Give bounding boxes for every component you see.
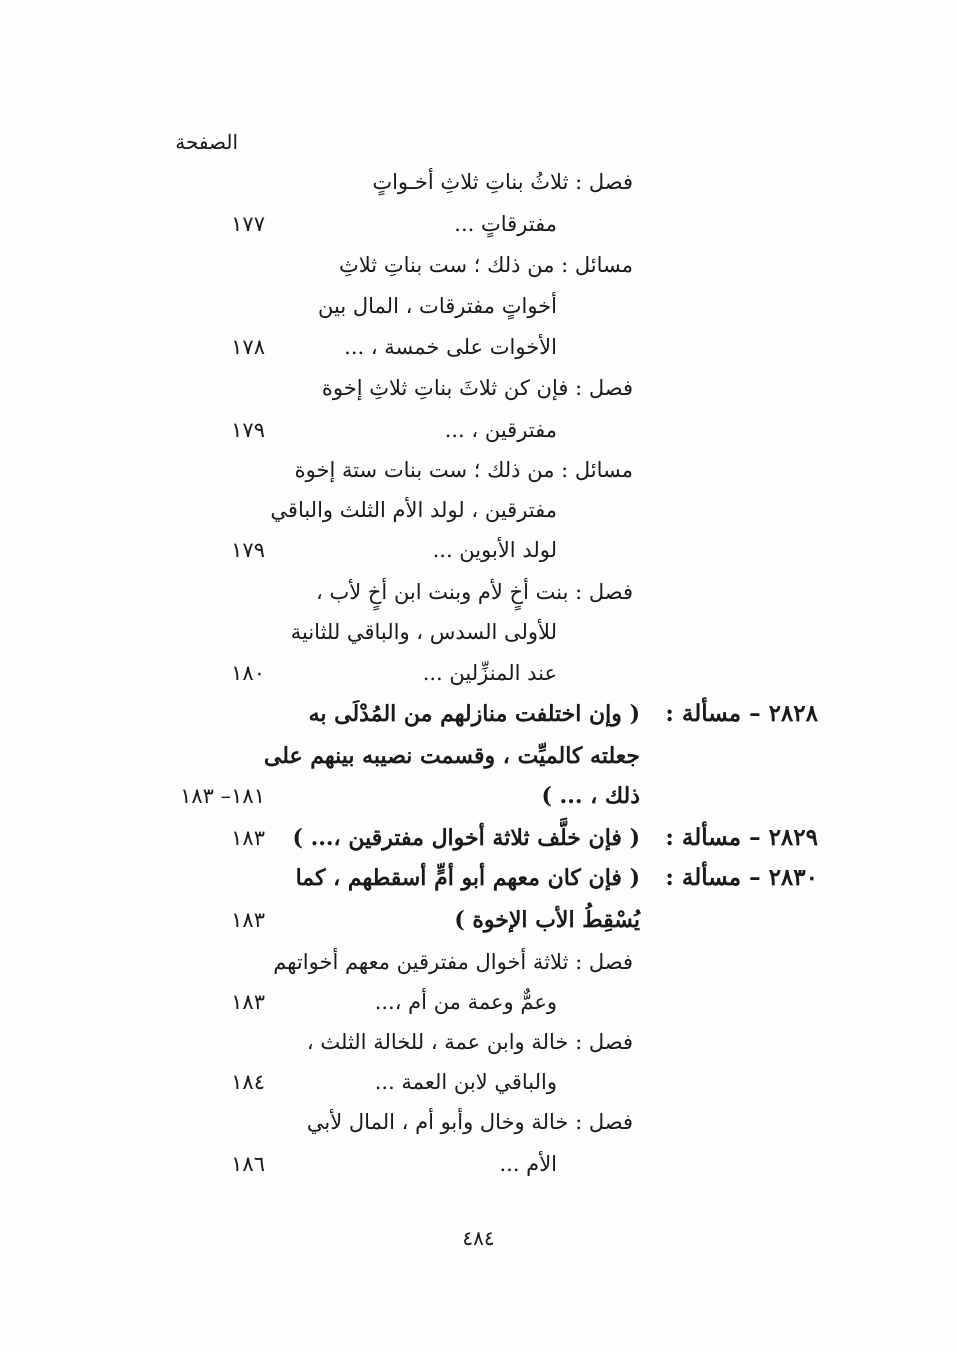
page-reference: ١٨٤ <box>231 1070 265 1094</box>
toc-line <box>150 530 830 570</box>
entry-continuation: وعمٌّ وعمة من أم ،... <box>374 990 557 1014</box>
page-reference: ١٧٩ <box>231 418 265 442</box>
toc-line <box>150 858 830 898</box>
toc-line <box>150 1102 830 1142</box>
toc-line <box>150 653 830 693</box>
entry-title: فصل : بنت أخٍ لأم وبنت ابن أخٍ لأب ، <box>316 580 633 604</box>
entry-continuation: للأولى السدس ، والباقي للثانية <box>290 620 557 644</box>
entry-title: ( فإن كان معهم أبو أمٍّ أسقطهم ، كما <box>295 865 640 891</box>
page-reference: ١٧٧ <box>231 212 265 236</box>
entry-title: ( فإن خلَّف ثلاثة أخوال مفترقين ،... ) <box>292 825 640 851</box>
page-reference: ١٨٣ <box>231 908 265 932</box>
toc-line <box>150 368 830 408</box>
entry-title: مسائل : من ذلك ؛ ست بناتِ ثلاثِ <box>339 253 633 277</box>
toc-line <box>150 572 830 612</box>
page-reference: ١٧٩ <box>231 538 265 562</box>
entry-title: فصل : ثلاثُ بناتِ ثلاثِ أخـواتٍ <box>372 170 633 194</box>
toc-line <box>150 450 830 490</box>
page-reference: ١٧٨ <box>231 335 265 359</box>
toc-line <box>150 286 830 326</box>
entry-continuation: مفترقين ، لولد الأم الثلث والباقي <box>270 498 557 522</box>
toc-line <box>150 694 830 734</box>
entry-continuation: يُسْقِطُ الأب الإخوة ) <box>454 907 640 933</box>
entry-continuation: جعلته كالميِّت ، وقسمت نصيبه بينهم على <box>263 743 640 769</box>
entry-continuation: الأخوات على خمسة ، ... <box>344 335 557 359</box>
toc-line <box>150 736 830 776</box>
page-reference: ١٨٣ <box>231 990 265 1014</box>
entry-title: مسائل : من ذلك ؛ ست بنات ستة إخوة <box>294 458 633 482</box>
entry-title: فصل : خالة وابن عمة ، للخالة الثلث ، <box>306 1030 633 1054</box>
toc-line <box>150 982 830 1022</box>
entry-continuation: عند المنزِّلين ... <box>422 661 557 685</box>
toc-line <box>150 204 830 244</box>
toc-line <box>150 245 830 285</box>
entry-continuation: مفترقاتٍ ... <box>454 212 557 236</box>
page-reference: ١٨١– ١٨٣ <box>180 784 265 808</box>
toc-line <box>150 327 830 367</box>
page-reference: ١٨٠ <box>231 661 265 685</box>
toc-line <box>150 942 830 982</box>
toc-line <box>150 410 830 450</box>
entry-continuation: ذلك ، ... ) <box>541 783 640 809</box>
page-reference: ١٨٦ <box>231 1152 265 1176</box>
entry-title: ( وإن اختلفت منازلهم من المُدْلَى به <box>308 701 640 727</box>
entry-continuation: لولد الأبوين ... <box>432 538 557 562</box>
entry-continuation: أخواتٍ مفترقات ، المال بين <box>318 294 557 318</box>
page-number: ٤٨٤ <box>462 1226 495 1250</box>
issue-number: ٢٨٢٨ – مسألة : <box>665 700 818 727</box>
entry-title: فصل : فإن كن ثلاثَ بناتِ ثلاثِ إخوة <box>321 376 633 400</box>
toc-line <box>150 776 830 816</box>
toc-line <box>150 490 830 530</box>
page-reference: ١٨٣ <box>231 826 265 850</box>
toc-line <box>150 1144 830 1184</box>
toc-line <box>150 612 830 652</box>
toc-line <box>150 1062 830 1102</box>
column-header: الصفحة <box>175 130 238 154</box>
toc-line <box>150 1022 830 1062</box>
entry-title: فصل : ثلاثة أخوال مفترقين معهم أخواتهم <box>273 950 633 974</box>
entry-continuation: مفترقين ، ... <box>444 418 557 442</box>
issue-number: ٢٨٢٩ – مسألة : <box>665 824 818 851</box>
toc-line <box>150 162 830 202</box>
toc-line <box>150 900 830 940</box>
entry-continuation: والباقي لابن العمة ... <box>374 1070 557 1094</box>
entry-title: فصل : خالة وخال وأبو أم ، المال لأبي <box>306 1110 633 1134</box>
entry-continuation: الأم ... <box>499 1152 557 1176</box>
toc-line <box>150 818 830 858</box>
issue-number: ٢٨٣٠ – مسألة : <box>665 864 818 891</box>
